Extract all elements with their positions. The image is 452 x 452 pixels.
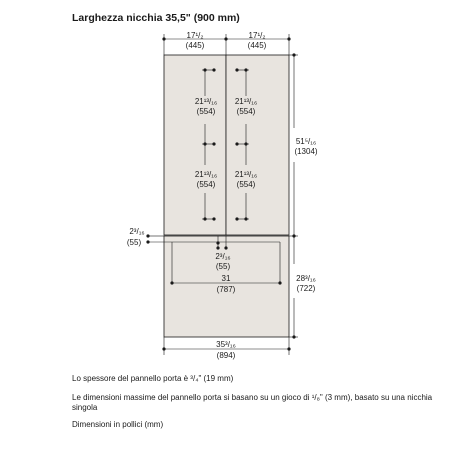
left-lower-handle-mm: (554) xyxy=(196,180,216,189)
left-lower-handle-inch: 21¹³/₁₆ xyxy=(194,170,218,179)
left-gap-mm: (55) xyxy=(126,238,142,247)
total-width-inch: 35³/₁₆ xyxy=(216,340,236,349)
diagram-title: Larghezza nicchia 35,5" (900 mm) xyxy=(72,12,240,24)
left-gap-inch: 2³/₁₆ xyxy=(129,227,145,236)
drawer-handle-mm: (787) xyxy=(216,285,236,294)
left-upper-handle-inch: 21¹³/₁₆ xyxy=(194,97,218,106)
dim-dot xyxy=(224,37,227,40)
drawer-height-inch: 28³/₁₆ xyxy=(296,274,316,283)
total-width-mm: (894) xyxy=(216,351,236,360)
right-lower-handle-inch: 21¹³/₁₆ xyxy=(234,170,258,179)
right-upper-handle-mm: (554) xyxy=(236,107,256,116)
top-left-width-inch: 17¹/₂ xyxy=(186,31,204,40)
total-height-dimension xyxy=(289,55,298,337)
total-height-inch: 51⁵/₁₆ xyxy=(295,137,317,146)
note-panel-thickness: Lo spessore del pannello porta è ³/₄" (19 mm) xyxy=(72,374,234,383)
right-lower-handle-mm: (554) xyxy=(236,180,256,189)
note-units: Dimensioni in pollici (mm) xyxy=(72,420,164,429)
right-upper-handle-inch: 21¹³/₁₆ xyxy=(234,97,258,106)
top-right-width-mm: (445) xyxy=(247,41,267,50)
dim-dot xyxy=(287,37,290,40)
dim-dot xyxy=(162,37,165,40)
drawer-gap-mm: (55) xyxy=(215,262,231,271)
drawer-height-mm: (722) xyxy=(296,284,316,293)
drawer-handle-inch: 31 xyxy=(221,274,231,283)
right-door-panel xyxy=(226,55,289,235)
total-height-mm: (1304) xyxy=(294,147,318,156)
top-width-dimension xyxy=(164,34,289,55)
top-right-width-inch: 17¹/₂ xyxy=(248,31,266,40)
left-upper-handle-mm: (554) xyxy=(196,107,216,116)
drawer-gap-inch: 2³/₁₆ xyxy=(215,252,231,261)
note-max-dimensions: Le dimensioni massime del pannello porta si basano su un gioco di ¹/₈" (3 mm), basato su una nicchia singola xyxy=(72,393,433,412)
top-left-width-mm: (445) xyxy=(185,41,205,50)
left-door-panel xyxy=(164,55,226,235)
